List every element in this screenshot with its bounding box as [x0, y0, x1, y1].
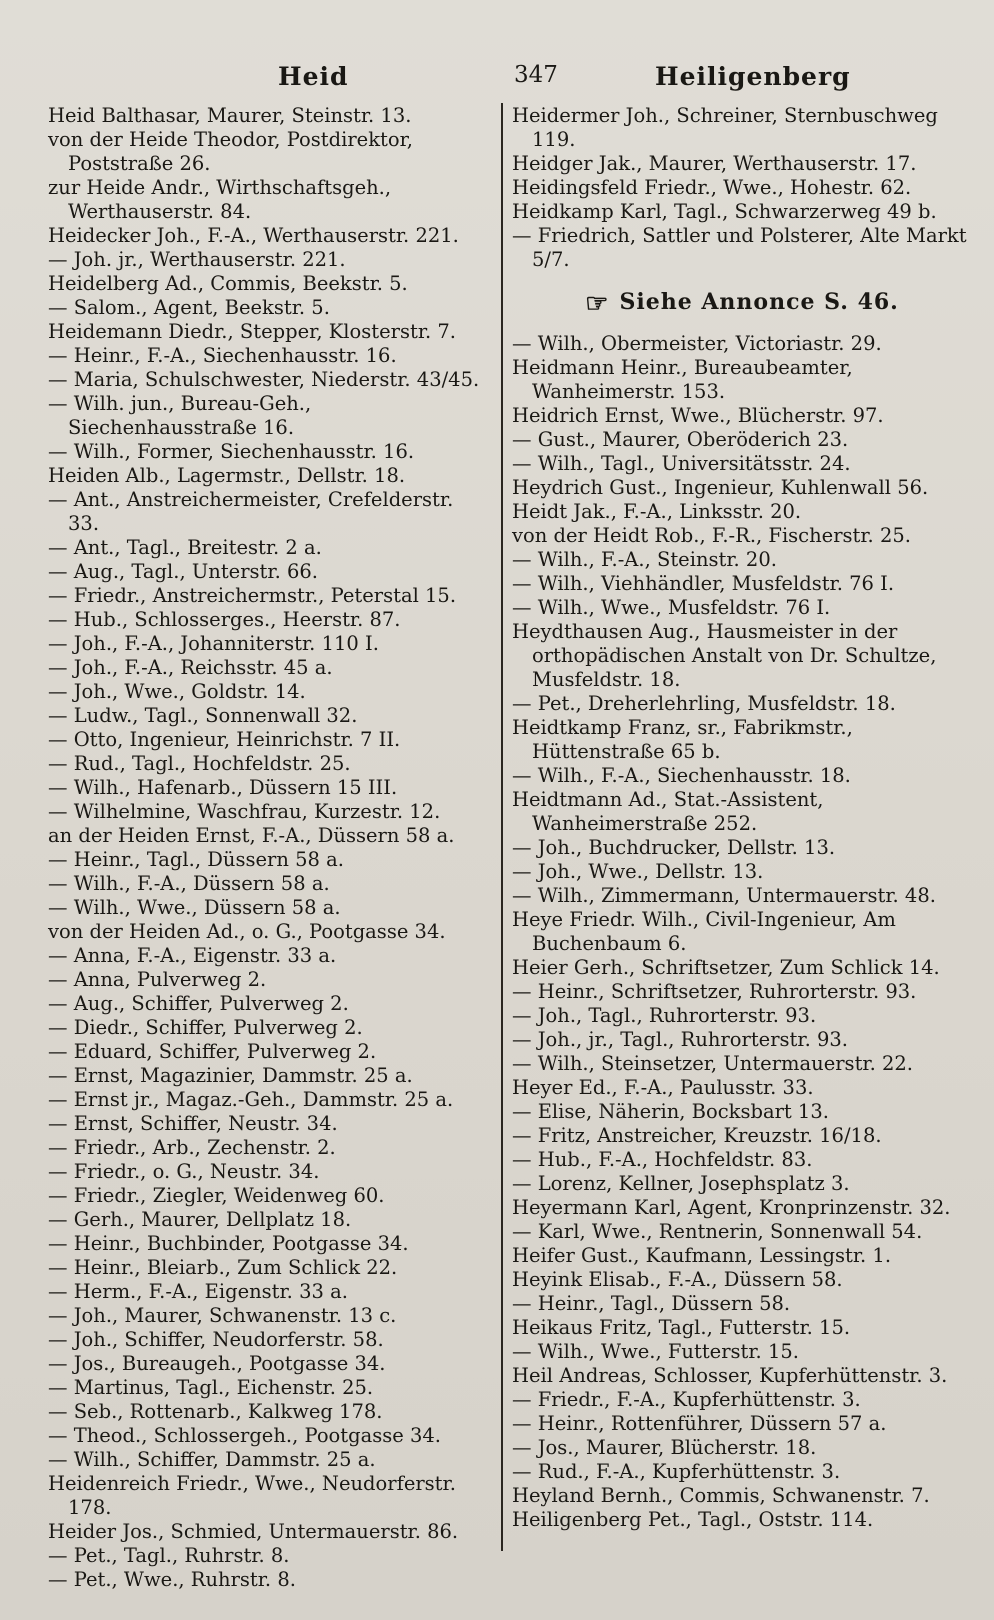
directory-entry: — Fritz, Anstreicher, Kreuzstr. 16/18. [512, 1124, 882, 1147]
column-divider [501, 103, 503, 1551]
directory-entry: — Joh., jr., Tagl., Ruhrorterstr. 93. [512, 1028, 848, 1051]
directory-entry: — Wilh., Former, Siechenhausstr. 16. [48, 440, 415, 463]
directory-entry: — Joh., Wwe., Goldstr. 14. [48, 680, 306, 703]
directory-entry: — Pet., Dreherlehrling, Musfeldstr. 18. [512, 692, 896, 715]
directory-entry: — Friedr., Anstreichermstr., Peterstal 15. [48, 584, 457, 607]
directory-entry: Heyer Ed., F.-A., Paulusstr. 33. [512, 1076, 814, 1099]
directory-entry: — Aug., Schiffer, Pulverweg 2. [48, 992, 349, 1015]
directory-entry: — Karl, Wwe., Rentnerin, Sonnenwall 54. [512, 1220, 923, 1243]
header-left-word: Heid [278, 62, 349, 91]
directory-entry: Heiligenberg Pet., Tagl., Oststr. 114. [512, 1508, 874, 1531]
directory-entry: — Martinus, Tagl., Eichenstr. 25. [48, 1376, 374, 1399]
directory-entry: — Wilh., Obermeister, Victoriastr. 29. [512, 332, 882, 355]
directory-entry: — Rud., Tagl., Hochfeldstr. 25. [48, 752, 351, 775]
directory-entry: Heier Gerh., Schriftsetzer, Zum Schlick 14. [512, 956, 940, 979]
directory-entry: — Wilh., Viehhändler, Musfeldstr. 76 I. [512, 572, 895, 595]
directory-entry: — Herm., F.-A., Eigenstr. 33 a. [48, 1280, 348, 1303]
directory-entry: — Eduard, Schiffer, Pulverweg 2. [48, 1040, 377, 1063]
directory-entry: — Elise, Näherin, Bocksbart 13. [512, 1100, 829, 1123]
directory-entry: Heiden Alb., Lagermstr., Dellstr. 18. [48, 464, 406, 487]
directory-entry: — Joh., F.-A., Reichsstr. 45 a. [48, 656, 333, 679]
directory-entry: — Ernst, Magazinier, Dammstr. 25 a. [48, 1064, 413, 1087]
directory-entry: — Wilh., F.-A., Steinstr. 20. [512, 548, 777, 571]
directory-entry: — Wilh., Wwe., Musfeldstr. 76 I. [512, 596, 831, 619]
directory-entry: — Gust., Maurer, Oberöderich 23. [512, 428, 849, 451]
directory-entry: Heidtmann Ad., Stat.-Assistent, Wanheimerstraße 252. [512, 788, 824, 835]
directory-entry: Heidingsfeld Friedr., Wwe., Hohestr. 62. [512, 176, 912, 199]
directory-entry: — Maria, Schulschwester, Niederstr. 43/45. [48, 368, 480, 391]
directory-entry: — Ernst, Schiffer, Neustr. 34. [48, 1112, 338, 1135]
directory-entry: — Joh., Buchdrucker, Dellstr. 13. [512, 836, 836, 859]
directory-entry: — Joh., F.-A., Johanniterstr. 110 I. [48, 632, 379, 655]
directory-entry: — Friedrich, Sattler und Polsterer, Alte Markt 5/7. [512, 224, 967, 271]
directory-entry: — Friedr., Ziegler, Weidenweg 60. [48, 1184, 385, 1207]
directory-entry: — Joh., Maurer, Schwanenstr. 13 c. [48, 1304, 397, 1327]
directory-entry: — Wilh., Tagl., Universitätsstr. 24. [512, 452, 851, 475]
directory-entry: Heidemann Diedr., Stepper, Klosterstr. 7. [48, 320, 456, 343]
directory-entry: — Wilh., Schiffer, Dammstr. 25 a. [48, 1448, 376, 1471]
directory-entry: — Friedr., F.-A., Kupferhüttenstr. 3. [512, 1388, 861, 1411]
directory-entry: — Wilh., Hafenarb., Düssern 15 III. [48, 776, 398, 799]
directory-entry: — Hub., Schlosserges., Heerstr. 87. [48, 608, 401, 631]
directory-entry: — Theod., Schlossergeh., Pootgasse 34. [48, 1424, 442, 1447]
directory-entry: Heidelberg Ad., Commis, Beekstr. 5. [48, 272, 408, 295]
directory-entry: Heidger Jak., Maurer, Werthauserstr. 17. [512, 152, 917, 175]
directory-entry: — Heinr., Tagl., Düssern 58 a. [48, 848, 344, 871]
directory-entry: Heidtkamp Franz, sr., Fabrikmstr., Hüttenstraße 65 b. [512, 716, 853, 763]
advert-notice [512, 289, 972, 319]
directory-entry: Heydthausen Aug., Hausmeister in der orthopädischen Anstalt von Dr. Schultze, Musfeldstr. 18. [512, 620, 937, 691]
directory-entry: Heyermann Karl, Agent, Kronprinzenstr. 32. [512, 1196, 951, 1219]
directory-entry: — Seb., Rottenarb., Kalkweg 178. [48, 1400, 383, 1423]
directory-entry: — Wilh., Steinsetzer, Untermauerstr. 22. [512, 1052, 913, 1075]
directory-entry: — Wilh., Wwe., Futterstr. 15. [512, 1340, 799, 1363]
directory-entry: — Ernst jr., Magaz.-Geh., Dammstr. 25 a. [48, 1088, 454, 1111]
directory-entry: — Ludw., Tagl., Sonnenwall 32. [48, 704, 358, 727]
directory-entry: — Joh., Wwe., Dellstr. 13. [512, 860, 764, 883]
directory-entry: von der Heide Theodor, Postdirektor, Poststraße 26. [48, 128, 413, 175]
directory-entry: — Heinr., Bleiarb., Zum Schlick 22. [48, 1256, 398, 1279]
right-column-bottom [512, 332, 972, 1532]
directory-entry: Heikaus Fritz, Tagl., Futterstr. 15. [512, 1316, 851, 1339]
directory-entry: — Wilh., F.-A., Siechenhausstr. 18. [512, 764, 851, 787]
directory-entry: Heidrich Ernst, Wwe., Blücherstr. 97. [512, 404, 884, 427]
directory-entry: Heidenreich Friedr., Wwe., Neudorferstr. 178. [48, 1472, 456, 1519]
directory-entry: — Friedr., Arb., Zechenstr. 2. [48, 1136, 336, 1159]
directory-entry: — Joh., Tagl., Ruhrorterstr. 93. [512, 1004, 817, 1027]
header-right-word: Heiligenberg [655, 62, 851, 91]
directory-entry: — Diedr., Schiffer, Pulverweg 2. [48, 1016, 363, 1039]
directory-entry: Heidkamp Karl, Tagl., Schwarzerweg 49 b. [512, 200, 937, 223]
directory-entry: Heyland Bernh., Commis, Schwanenstr. 7. [512, 1484, 930, 1507]
directory-entry: — Wilh. jun., Bureau-Geh., Siechenhausstraße 16. [48, 392, 312, 439]
left-column [48, 104, 484, 1592]
directory-entry: von der Heiden Ad., o. G., Pootgasse 34. [48, 920, 446, 943]
directory-entry: — Salom., Agent, Beekstr. 5. [48, 296, 330, 319]
directory-entry: — Pet., Wwe., Ruhrstr. 8. [48, 1568, 296, 1591]
directory-entry: an der Heiden Ernst, F.-A., Düssern 58 a. [48, 824, 455, 847]
directory-entry: Heidermer Joh., Schreiner, Sternbuschweg 119. [512, 104, 938, 151]
directory-entry: — Jos., Maurer, Blücherstr. 18. [512, 1436, 817, 1459]
directory-entry: — Heinr., Schriftsetzer, Ruhrorterstr. 93. [512, 980, 917, 1003]
directory-entry: — Lorenz, Kellner, Josephsplatz 3. [512, 1172, 850, 1195]
directory-entry: — Hub., F.-A., Hochfeldstr. 83. [512, 1148, 813, 1171]
directory-entry: zur Heide Andr., Wirthschaftsgeh., Werthauserstr. 84. [48, 176, 392, 223]
page-number: 347 [514, 62, 558, 88]
directory-entry: — Otto, Ingenieur, Heinrichstr. 7 II. [48, 728, 401, 751]
directory-entry: Heidecker Joh., F.-A., Werthauserstr. 221. [48, 224, 459, 247]
directory-entry: Heyink Elisab., F.-A., Düssern 58. [512, 1268, 843, 1291]
directory-entry: — Joh., Schiffer, Neudorferstr. 58. [48, 1328, 384, 1351]
directory-entry: Heydrich Gust., Ingenieur, Kuhlenwall 56. [512, 476, 929, 499]
directory-entry: Heid Balthasar, Maurer, Steinstr. 13. [48, 104, 412, 127]
directory-entry: — Pet., Tagl., Ruhrstr. 8. [48, 1544, 290, 1567]
pointing-hand-icon: ☞ [585, 289, 610, 319]
directory-entry: — Gerh., Maurer, Dellplatz 18. [48, 1208, 352, 1231]
directory-entry: Heil Andreas, Schlosser, Kupferhüttenstr. 3. [512, 1364, 948, 1387]
directory-entry: Heidt Jak., F.-A., Linksstr. 20. [512, 500, 802, 523]
directory-entry: — Aug., Tagl., Unterstr. 66. [48, 560, 318, 583]
directory-entry: — Wilh., Zimmermann, Untermauerstr. 48. [512, 884, 936, 907]
directory-entry: — Joh. jr., Werthauserstr. 221. [48, 248, 346, 271]
directory-entry: Heifer Gust., Kaufmann, Lessingstr. 1. [512, 1244, 892, 1267]
directory-entry: — Ant., Anstreichermeister, Crefelderstr. 33. [48, 488, 454, 535]
directory-entry: Heider Jos., Schmied, Untermauerstr. 86. [48, 1520, 459, 1543]
directory-entry: — Heinr., F.-A., Siechenhausstr. 16. [48, 344, 397, 367]
directory-entry: — Wilh., Wwe., Düssern 58 a. [48, 896, 341, 919]
directory-entry: — Ant., Tagl., Breitestr. 2 a. [48, 536, 322, 559]
right-column-top [512, 104, 972, 272]
directory-entry: — Rud., F.-A., Kupferhüttenstr. 3. [512, 1460, 841, 1483]
directory-entry: — Jos., Bureaugeh., Pootgasse 34. [48, 1352, 386, 1375]
directory-entry: — Heinr., Rottenführer, Düssern 57 a. [512, 1412, 887, 1435]
directory-entry: von der Heidt Rob., F.-R., Fischerstr. 25. [512, 524, 911, 547]
directory-entry: — Anna, Pulverweg 2. [48, 968, 267, 991]
directory-entry: — Friedr., o. G., Neustr. 34. [48, 1160, 320, 1183]
directory-entry: — Anna, F.-A., Eigenstr. 33 a. [48, 944, 337, 967]
advert-notice-text: Siehe Annonce S. 46. [619, 289, 899, 315]
right-column [512, 104, 972, 1532]
page-header [40, 58, 966, 98]
directory-entry: Heidmann Heinr., Bureaubeamter, Wanheimerstr. 153. [512, 356, 853, 403]
directory-entry: — Heinr., Buchbinder, Pootgasse 34. [48, 1232, 409, 1255]
directory-entry: — Wilhelmine, Waschfrau, Kurzestr. 12. [48, 800, 441, 823]
directory-entry: — Wilh., F.-A., Düssern 58 a. [48, 872, 330, 895]
directory-entry: — Heinr., Tagl., Düssern 58. [512, 1292, 791, 1315]
directory-entry: Heye Friedr. Wilh., Civil-Ingenieur, Am Buchenbaum 6. [512, 908, 896, 955]
